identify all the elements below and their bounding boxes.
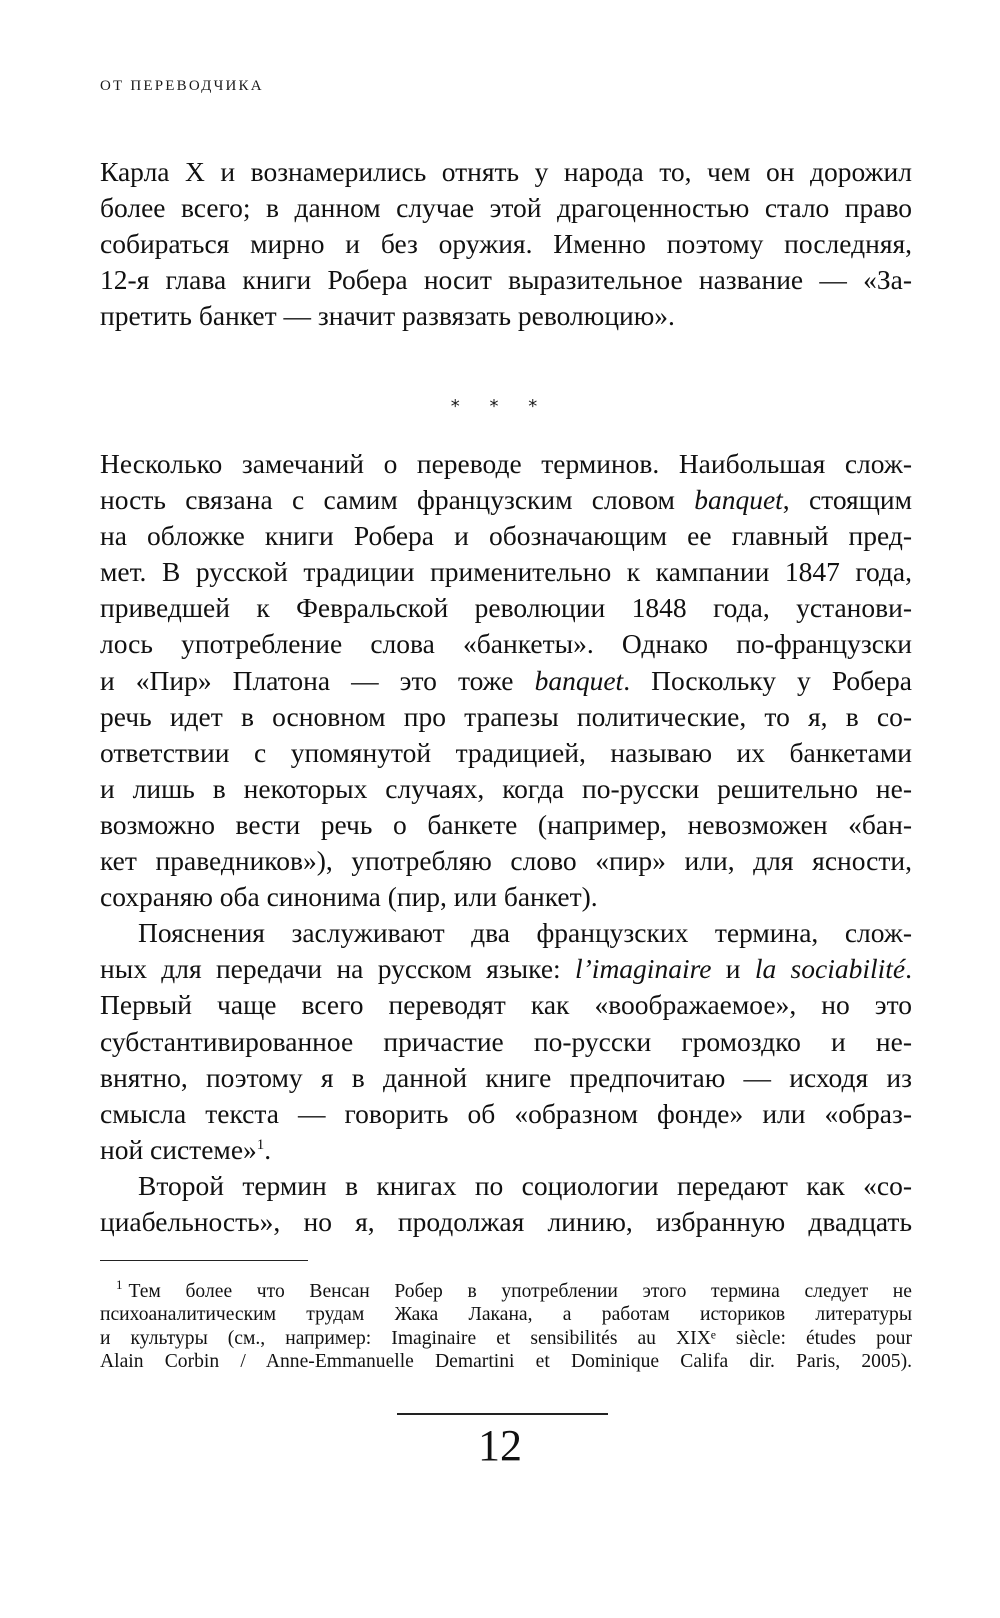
footnote-line: психоаналитическим трудам Жака Лакана, а работам историков литературы: [100, 1304, 912, 1326]
text-line: возможно вести речь о банкете (например, невозможен «бан-: [100, 808, 912, 840]
text-line: 12-я глава книги Робера носит выразительное название — «За-: [100, 264, 912, 296]
text-line: собираться мирно и без оружия. Именно поэтому последняя,: [100, 228, 912, 260]
footnote: [100, 1277, 912, 1374]
text-line: Второй термин в книгах по социологии передают как «со-: [138, 1169, 912, 1201]
paragraph-1: [100, 154, 912, 334]
text-line: Карла X и вознамерились отнять у народа то, чем он дорожил: [100, 156, 912, 187]
text-line: ответствии с упомянутой традицией, называю их банкетами: [100, 736, 912, 768]
text-line: Первый чаще всего переводят как «воображаемое», но это: [100, 989, 912, 1021]
italic-term: banquet: [694, 484, 783, 516]
text-line: на обложке книги Робера и обозначающим ее главный пред-: [100, 520, 912, 552]
section-separator-asterisks: * * *: [450, 396, 550, 417]
text-line: циабельность», но я, продолжая линию, избранную двадцать: [100, 1205, 912, 1237]
text-line: лось употребление слова «банкеты». Однако по-французски: [100, 628, 912, 660]
footnote-reference[interactable]: 1: [256, 1136, 265, 1153]
main-text-block: [100, 446, 912, 1240]
text-fragment: ность связана с самим французским словом: [100, 484, 695, 516]
footnote-line: и культуры (см., например: Imaginaire et sensibilités au XIXᵉ siècle: études pour: [100, 1327, 912, 1349]
text-line: [100, 951, 912, 987]
running-head: ОТ ПЕРЕВОДЧИКА: [100, 78, 264, 94]
footnote-marker: 1: [116, 1277, 123, 1293]
text-line: более всего; в данном случае этой драгоценностью стало право: [100, 192, 912, 224]
text-line: смысла текста — говорить об «образном фонде» или «образ-: [100, 1097, 912, 1129]
text-line: претить банкет — значит развязать революцию».: [100, 300, 675, 332]
page-number: 12: [478, 1421, 522, 1470]
italic-term: la sociabilité: [754, 953, 906, 985]
footnote-line: Alain Corbin / Anne-Emmanuelle Demartini et Dominique Califa dir. Paris, 2005).: [100, 1351, 912, 1373]
italic-term: banquet: [534, 664, 624, 696]
text-fragment: ных для передачи на русском языке:: [100, 953, 575, 985]
paragraph-4: [100, 1168, 912, 1240]
italic-term: l’imaginaire: [575, 953, 712, 985]
paragraph-continuation: [100, 154, 912, 334]
text-line: Пояснения заслуживают два французских термина, слож-: [138, 917, 912, 949]
text-line: [100, 663, 912, 699]
text-line: речь идет в основном про трапезы политические, то я, в со-: [100, 700, 912, 732]
text-line: кет праведников»), употребляю слово «пир» или, для ясности,: [100, 845, 912, 877]
text-line: [100, 482, 912, 518]
text-line: приведшей к Февральской революции 1848 года, установи-: [100, 592, 912, 624]
text-line: и лишь в некоторых случаях, когда по-русски решительно не-: [100, 772, 912, 804]
text-line: субстантивированное причастие по-русски громоздко и не-: [100, 1025, 912, 1057]
text-fragment: .: [264, 1133, 272, 1165]
text-line: внятно, поэтому я в данной книге предпочитаю — исходя из: [100, 1061, 912, 1093]
text-line: мет. В русской традиции применительно к кампании 1847 года,: [100, 556, 912, 588]
text-fragment: ной системе»: [100, 1133, 257, 1165]
footnote-divider: [100, 1260, 308, 1261]
text-fragment: . Поскольку у Робера: [623, 664, 912, 696]
text-line: [100, 1132, 912, 1168]
text-fragment: Тем более что Венсан Робер в употреблении этого термина следует не: [128, 1281, 912, 1302]
text-line: Несколько замечаний о переводе терминов. Наибольшая слож-: [100, 448, 912, 479]
footnote-line: [100, 1277, 912, 1303]
page-number-rule: [397, 1413, 608, 1415]
text-line: сохраняю оба синонима (пир, или банкет).: [100, 881, 598, 913]
text-fragment: , стоящим: [782, 484, 912, 516]
paragraph-3: [100, 915, 912, 1168]
paragraph-2: [100, 446, 912, 915]
text-fragment: .: [905, 953, 912, 985]
text-fragment: и «Пир» Платона — это тоже: [100, 664, 535, 696]
text-fragment: и: [711, 953, 755, 985]
